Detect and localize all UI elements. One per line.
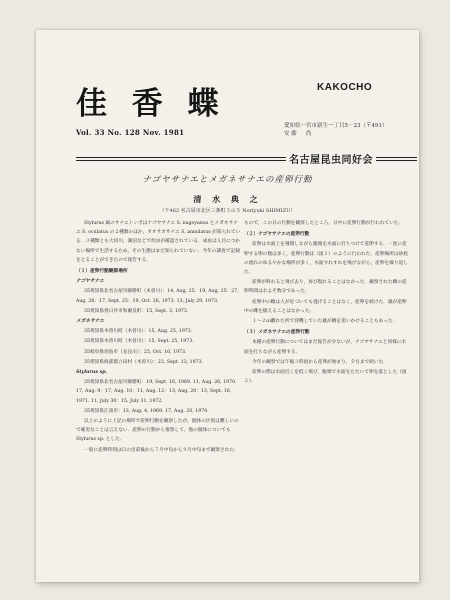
society-name: 名古屋昆虫同好会 [286,151,376,166]
paragraph: もので，この日の行動を観察したところ，日中に産卵行動が行われていた． [244,221,404,226]
species-heading: ナゴヤサナエ [76,279,104,285]
species-heading: メガネサナエ [76,319,104,325]
record-line: 35愛知県春日井市和爾良町：15, Sept. 3, 1973. [84,308,189,314]
record-line: 35岐阜県羽島市（長良川）：25, Oct. 16, 1973. [84,349,187,355]
record-line: 35愛知県木曽川町（木曽川）：15, Sept. 25, 1973. [84,339,194,345]
journal-title-romaji: KAKOCHO [317,82,373,93]
record-line: 35愛知県海部郡立田村（木曽川）：23, Sept. 13, 1973. [84,359,204,365]
publisher-name: 安 藤 尚 [284,131,312,137]
paragraph: 産卵は水面上を飛翔しながら腹端を水面に打ちつけて産卵する．一度に産卵する卵の数は多く，産卵行動は（図１）のように行われた．産卵場所は砂底の流れのゆるやかな場所が多く，水面すれすれを飛びながら，産卵を繰り返した． [244,242,408,276]
paragraph: Stylurus 属のサナエトンボはナゴヤサナエ S. nagoyanus とメガネサナエ S. oculatus の２種類のほか，オオサカサナエ S. annulatus が知られている．３種類とも大河川，湖沼などで幼虫が確認されている．成虫は人目につかない場所で生活するため，その生態はまだ知られていない．今年の調査で記録をとることができたので報告する． [76,221,241,263]
record-line: 35愛知県木曽川町（木曽川）：15, Aug. 25, 1973. [84,329,193,335]
left-text-column [76,219,241,456]
section-heading: （１）産卵行動観察場所 [76,269,128,275]
record-line: 35愛知県北名古屋市師勝町：19, Sept. 16, 1969. 11, Aug. 26, 1970. 17, Aug. 9：17, Aug. 10：11, Aug. 12：13, Aug. 20：13, Sept. 16, 1971. 11, July 30：15, July 31, 1972. [76,380,237,404]
article-author: 清 水 典 之 [193,194,262,204]
paragraph: 産卵が終わると飛び去り，再び現れることはなかった．観察された雌の産卵時間はおよそ数分であった． [244,280,407,295]
publisher-address: 愛知県一宮市新生一丁目5－23（〒491） [284,123,388,129]
record-line: 35愛知県北名古屋市師勝町（木曽川）：14, Aug. 25：19, Aug. 25：27, Aug. 26：17, Sept. 25：19, Oct. 26, 1973. 13, July 29, 1973. [76,289,239,304]
paragraph: 一般に産卵時刻は日の出前後から７月中旬から９月中旬まで観察された． [84,447,239,453]
paragraph: 本種の産卵行動についてはまだ報告が少ないが，ナゴヤサナエと同様に水面を打ちながら産卵する． [244,340,407,355]
section-heading: （２）ナゴヤサナエの産卵行動 [244,232,310,238]
paragraph: 産卵中の雌は人が近づいても逃げることはなく，産卵を続けた．雄が産卵中の雌を捕えることはなかった． [244,299,407,314]
article-title: ナゴヤサナエとメガネサナエの産卵行動 [142,175,313,185]
paragraph: １～２ｍ離れた所で待機していた雄が雌を追いかけることもあった． [252,319,398,325]
author-affiliation: （〒462 名古屋市北区三条町３の５ Noriyuki SHIMIZU） [159,208,296,214]
record-line: 35愛知県江南市：13, Aug. 4, 1969. 17, Aug. 20, 1970. [84,408,209,414]
right-text-column [244,219,409,387]
journal-title: 佳 香 蝶 [76,86,226,122]
volume-info: Vol. 33 No. 128 Nov. 1981 [76,128,185,137]
publisher-info [284,122,414,138]
paragraph: 以上のように上記の場所で産卵行動を観察したが，個体の区別は難しいので確実なことは言えない．産卵の行動から推察して，他の個体についても Stylurus sp. とした． [76,419,239,443]
journal-page [36,30,419,582]
paragraph: 今年の観察では午後３時頃から産卵が始まり，夕方まで続いた． [252,359,388,365]
paragraph: 産卵の際は水面近くを低く飛び，腹端で水面をたたいて卵を落とした（図２）． [244,370,407,385]
species-heading: Stylurus sp. [76,370,108,376]
section-heading: （３）メガネサナエの産卵行動 [244,330,310,336]
